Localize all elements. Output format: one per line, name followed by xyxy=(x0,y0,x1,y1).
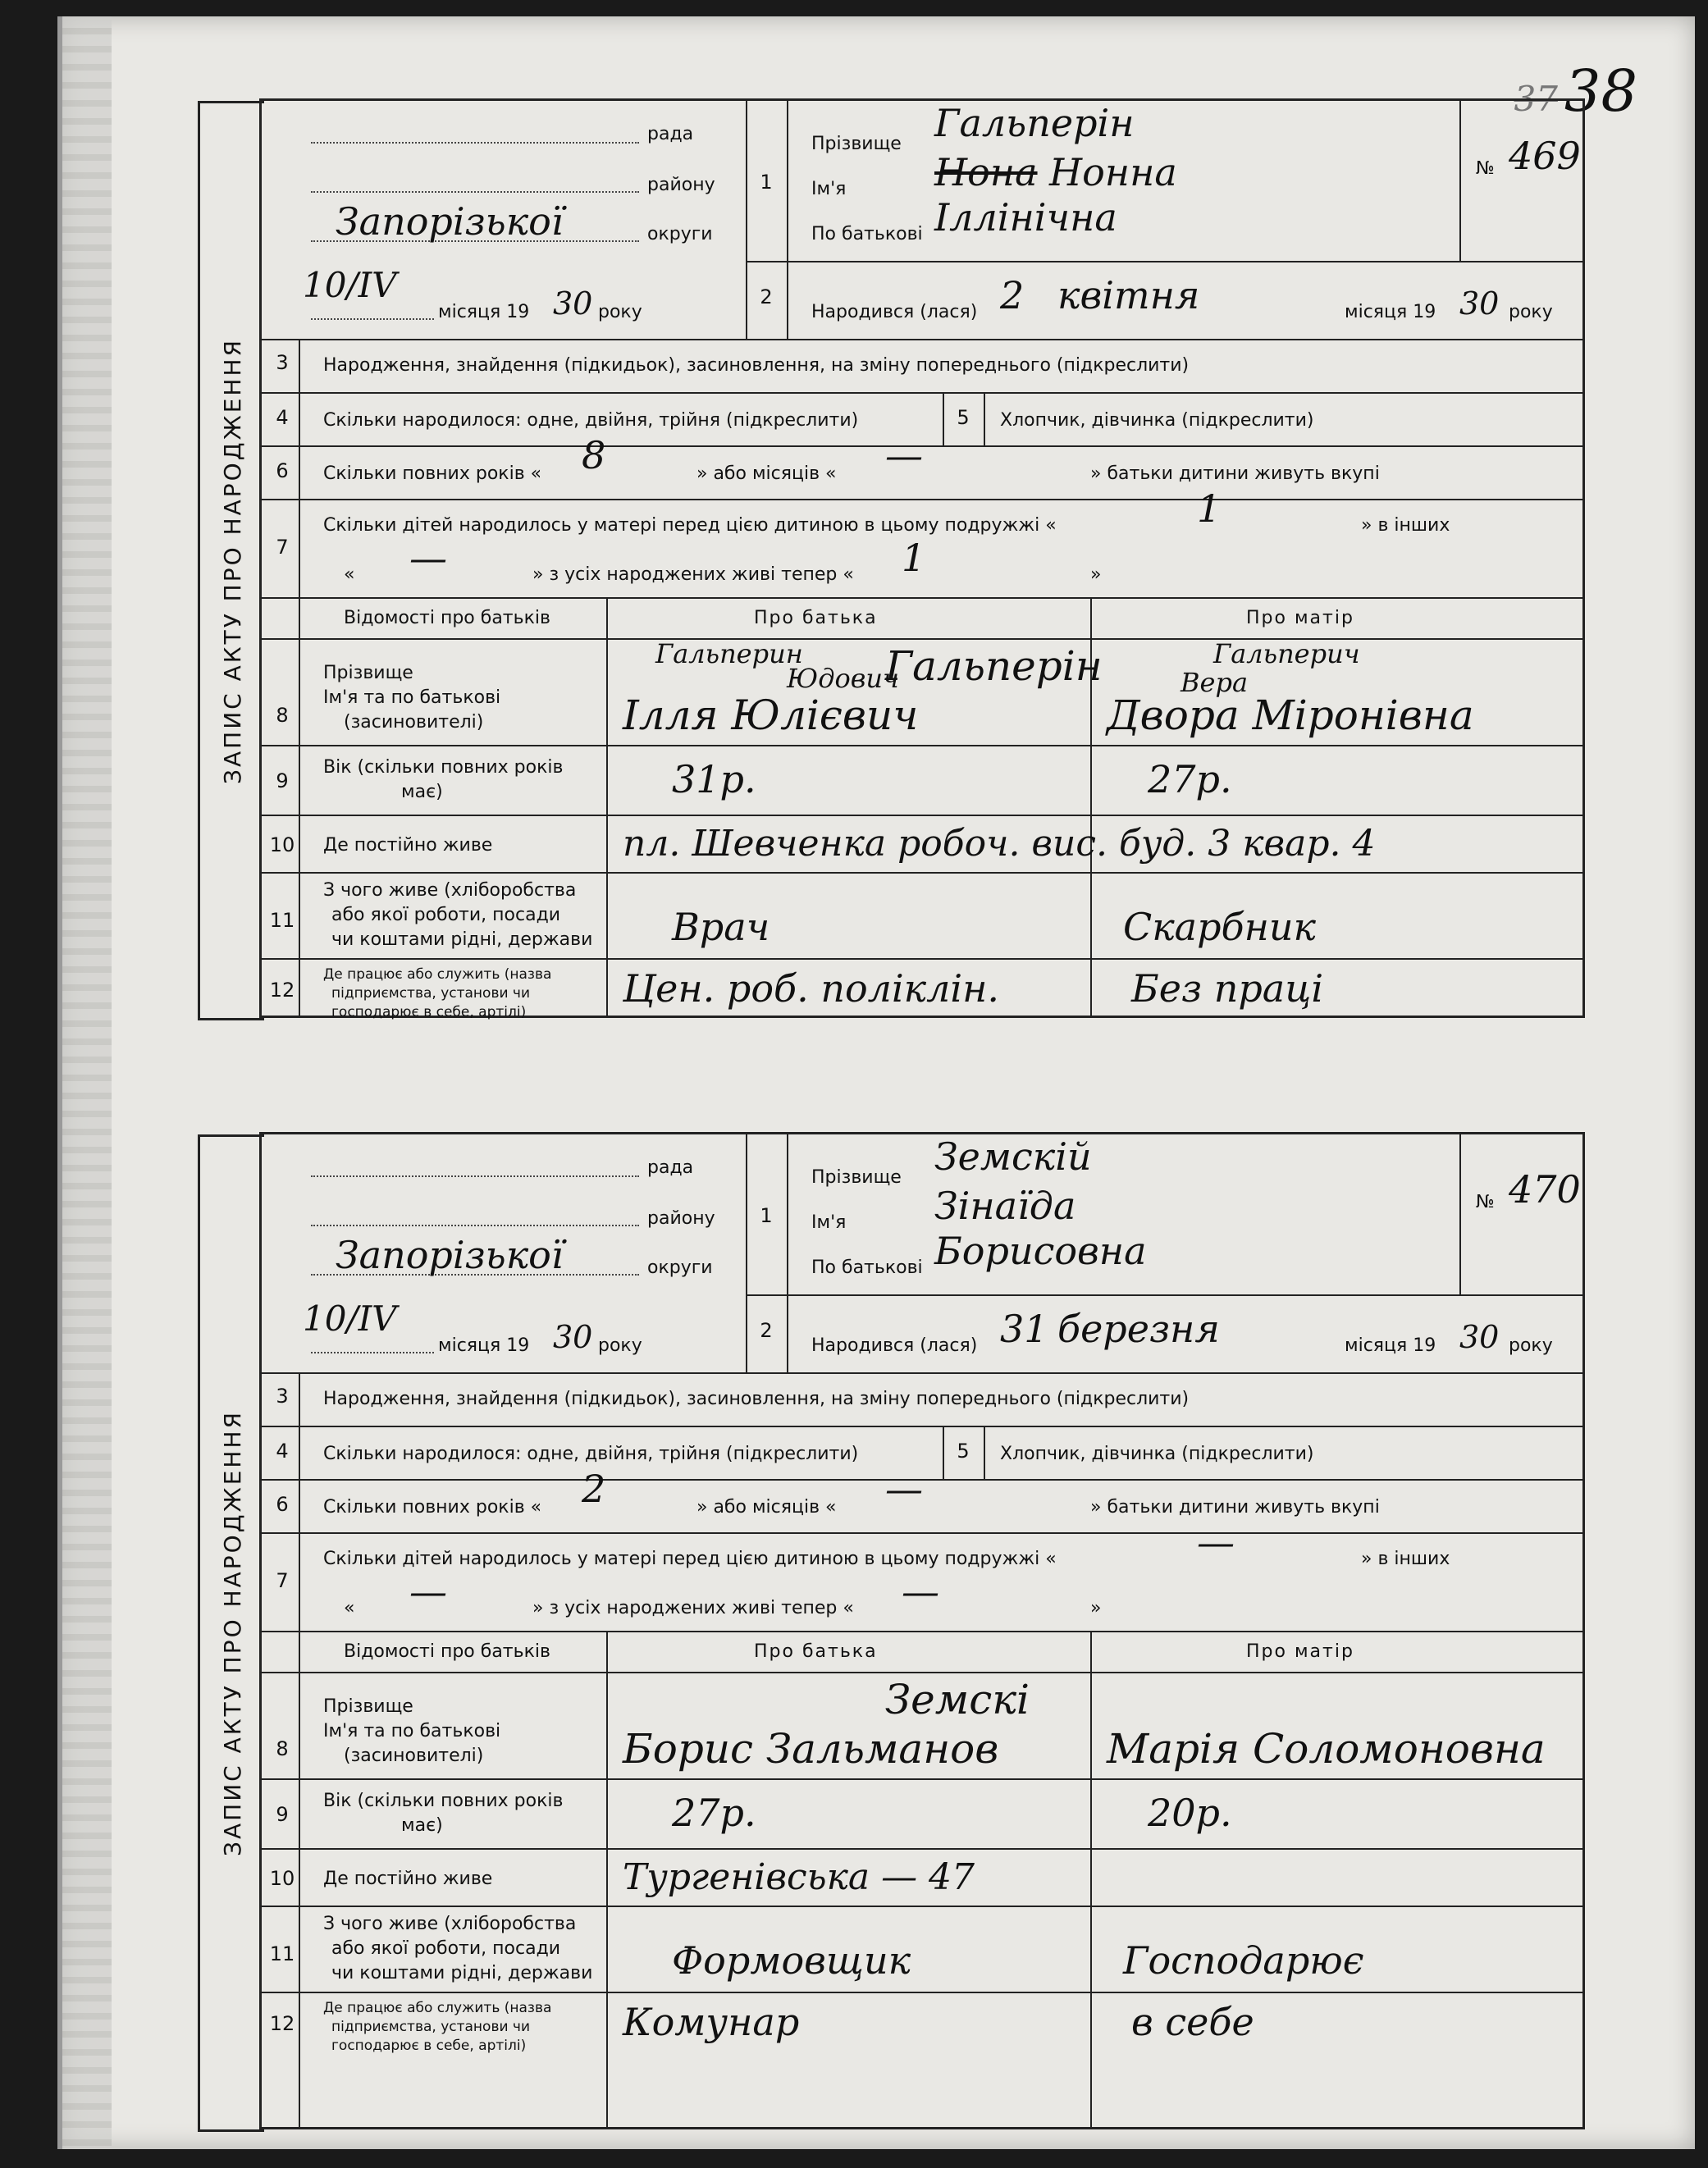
mother-name: Двора Міронівна xyxy=(1107,691,1474,739)
form-label: Ім'я xyxy=(811,179,847,199)
form-label: По батькові xyxy=(811,224,923,244)
form-label: Про батька xyxy=(754,608,878,628)
rule-line xyxy=(943,1426,944,1479)
rule-line xyxy=(311,142,639,144)
form-label: » xyxy=(1090,1598,1102,1618)
form-label: господарює в себе, артілі) xyxy=(331,1004,527,1020)
form-label: Прізвище xyxy=(811,1167,902,1188)
rule-line xyxy=(943,392,944,445)
father-age: 27р. xyxy=(672,1791,756,1835)
okrug-value: Запорізької xyxy=(336,1233,564,1277)
father-surname-note: Гальперин xyxy=(655,638,803,669)
rule-line xyxy=(262,745,1582,746)
row-number: 4 xyxy=(276,406,289,429)
form-label: року xyxy=(598,1335,642,1356)
form-label: Де працює або служить (назва xyxy=(323,2000,552,2016)
rule-line xyxy=(1090,1631,1092,2127)
row-number: 11 xyxy=(269,909,295,932)
children-this-marriage: 1 xyxy=(1197,486,1222,531)
form-label: Скільки дітей народилось у матері перед цією дитиною в цьому подружжі « xyxy=(323,1549,1057,1569)
family-surname: Земскі xyxy=(885,1676,1030,1723)
form-label: року xyxy=(1509,1335,1553,1356)
child-name: Зінаїда xyxy=(934,1184,1076,1228)
form-label: Ім'я та по батькові xyxy=(323,687,501,708)
row-number: 2 xyxy=(760,285,773,308)
form-label: підприємства, установи чи xyxy=(331,2019,531,2035)
mother-name-note: Вера xyxy=(1181,667,1249,698)
rule-line xyxy=(746,261,1582,262)
form-label: або якої роботи, посади xyxy=(331,1938,561,1959)
rule-line xyxy=(262,1992,1582,1993)
binding-spine xyxy=(62,16,112,2149)
form-label: Де працює або служить (назва xyxy=(323,966,552,983)
form-label: Про матір xyxy=(1246,608,1354,628)
mother-surname-note: Гальперич xyxy=(1213,638,1360,669)
document-page xyxy=(57,16,1695,2149)
form-label: чи коштами рідні, держави xyxy=(331,1963,593,1983)
row-number: 5 xyxy=(957,1440,970,1463)
mother-workplace: Без праці xyxy=(1131,966,1324,1011)
child-name: Нонна xyxy=(1049,150,1177,194)
mother-workplace: в себе xyxy=(1131,2000,1254,2044)
record-number: 469 xyxy=(1509,134,1581,178)
form-label: « xyxy=(344,564,355,585)
parents-address: Тургенівська — 47 xyxy=(623,1856,975,1898)
years-together: 2 xyxy=(582,1467,606,1511)
form-label: місяця 19 xyxy=(1345,302,1436,322)
rule-line xyxy=(746,1294,1582,1296)
row-number: 6 xyxy=(276,1493,289,1516)
rule-line xyxy=(311,1225,639,1226)
form-label: Про батька xyxy=(754,1641,878,1662)
father-occupation: Формовщик xyxy=(672,1938,911,1983)
birth-record-469 xyxy=(218,98,1585,1020)
form-label: округи xyxy=(647,1257,713,1278)
child-surname: Земскій xyxy=(934,1134,1092,1179)
form-label: або якої роботи, посади xyxy=(331,905,561,925)
form-label: Прізвище xyxy=(323,663,413,683)
record-number: 470 xyxy=(1509,1167,1581,1212)
rule-line xyxy=(262,1848,1582,1850)
row-number: 7 xyxy=(276,536,289,559)
form-label: Скільки дітей народилось у матері перед цією дитиною в цьому подружжі « xyxy=(323,515,1057,536)
months-together: — xyxy=(885,1467,923,1511)
form-label: Прізвище xyxy=(811,134,902,154)
rule-line xyxy=(299,1372,300,2127)
form-label: підприємства, установи чи xyxy=(331,985,531,1002)
parents-address: пл. Шевченка робоч. вис. буд. 3 квар. 4 xyxy=(623,823,1376,865)
form-label: Вік (скільки повних років xyxy=(323,757,564,778)
father-workplace: Цен. роб. поліклін. xyxy=(623,966,1000,1011)
form-label: чи коштами рідні, держави xyxy=(331,929,593,950)
father-name: Ілля Юлієвич xyxy=(623,691,919,739)
rule-line xyxy=(606,1631,608,2127)
row-number: 8 xyxy=(276,1737,289,1760)
form-label: рада xyxy=(647,124,694,144)
current-page-number: 38 xyxy=(1564,57,1637,125)
old-page-number: 37 xyxy=(1514,79,1558,119)
form-label: » з усіх народжених живі тепер « xyxy=(532,564,854,585)
form-label: » батьки дитини живуть вкупі xyxy=(1090,463,1380,484)
form-label: » батьки дитини живуть вкупі xyxy=(1090,1497,1380,1518)
form-label: місяця 19 xyxy=(1345,1335,1436,1356)
father-age: 31р. xyxy=(672,757,756,801)
row-number: 9 xyxy=(276,1803,289,1826)
birth-month: квітня xyxy=(1057,273,1200,317)
rule-line xyxy=(262,1672,1582,1673)
mother-name: Марія Соломоновна xyxy=(1107,1725,1546,1773)
row-number: 10 xyxy=(269,833,295,856)
father-name: Борис Зальманов xyxy=(623,1725,999,1773)
form-label: району xyxy=(647,1208,715,1229)
form-label: ЗАПИС АКТУ ПРО НАРОДЖЕННЯ xyxy=(218,337,246,784)
child-name-struck: Нона xyxy=(934,150,1038,194)
years-together: 8 xyxy=(582,433,606,477)
form-label: № xyxy=(1476,158,1495,179)
rule-line xyxy=(262,1372,1582,1374)
children-alive: — xyxy=(902,1569,939,1613)
form-label: З чого живе (хліборобства xyxy=(323,880,577,901)
birth-year: 30 xyxy=(1459,1319,1500,1355)
rule-line xyxy=(262,958,1582,960)
rule-line xyxy=(262,872,1582,874)
rule-line xyxy=(606,597,608,1016)
form-label: » xyxy=(1090,564,1102,585)
rule-line xyxy=(262,392,1582,394)
form-label: » з усіх народжених живі тепер « xyxy=(532,1598,854,1618)
form-label: Про матір xyxy=(1246,1641,1354,1662)
form-label: Ім'я та по батькові xyxy=(323,1721,501,1741)
form-label: Ім'я xyxy=(811,1212,847,1233)
row-number: 10 xyxy=(269,1867,295,1890)
row-number: 6 xyxy=(276,459,289,482)
form-label: місяця 19 xyxy=(438,1335,530,1356)
rule-line xyxy=(262,597,1582,599)
form-label: округи xyxy=(647,224,713,244)
rule-line xyxy=(311,1352,434,1353)
row-number: 9 xyxy=(276,769,289,792)
form-label: має) xyxy=(401,1815,443,1836)
registration-date: 10/IV xyxy=(303,265,397,305)
form-label: Скільки повних років « xyxy=(323,463,542,484)
rule-line xyxy=(311,1175,639,1177)
rule-line xyxy=(262,638,1582,640)
form-label: господарює в себе, артілі) xyxy=(331,2038,527,2054)
rule-line xyxy=(984,1426,985,1479)
form-label: Скільки народилося: одне, двійня, трійня (підкреслити) xyxy=(323,410,859,431)
children-alive: 1 xyxy=(902,536,926,580)
registration-date: 10/IV xyxy=(303,1299,397,1339)
okrug-value: Запорізької xyxy=(336,199,564,244)
mother-occupation: Господарює xyxy=(1123,1938,1364,1983)
form-label: Прізвище xyxy=(323,1696,413,1717)
rule-line xyxy=(262,499,1582,500)
child-surname: Гальперін xyxy=(934,101,1135,145)
mother-occupation: Скарбник xyxy=(1123,905,1317,949)
mother-age: 20р. xyxy=(1148,1791,1232,1835)
form-label: року xyxy=(1509,302,1553,322)
row-number: 3 xyxy=(276,1385,289,1408)
form-label: Хлопчик, дівчинка (підкреслити) xyxy=(1000,1444,1314,1464)
father-name-note: Юдович xyxy=(787,663,899,694)
registration-year: 30 xyxy=(553,285,593,322)
form-label: рада xyxy=(647,1157,694,1178)
rule-line xyxy=(262,815,1582,816)
form-label: Відомості про батьків xyxy=(344,1641,550,1662)
form-label: » або місяців « xyxy=(696,463,837,484)
row-number: 11 xyxy=(269,1942,295,1965)
row-number: 3 xyxy=(276,351,289,374)
row-number: 7 xyxy=(276,1569,289,1592)
row-number: 12 xyxy=(269,979,295,1002)
birth-record-470 xyxy=(218,1132,1585,2129)
record-sidebar-title xyxy=(198,1134,264,2132)
father-workplace: Комунар xyxy=(623,2000,800,2044)
form-label: (засиновителі) xyxy=(344,712,484,733)
family-surname: Гальперін xyxy=(885,642,1103,690)
mother-age: 27р. xyxy=(1148,757,1232,801)
form-label: З чого живе (хліборобства xyxy=(323,1914,577,1934)
birth-day: 31 xyxy=(1000,1307,1048,1351)
form-label: Де постійно живе xyxy=(323,835,493,856)
form-label: Народження, знайдення (підкидьок), засиновлення, на зміну попереднього (підкреслити) xyxy=(323,1389,1190,1409)
rule-line xyxy=(787,101,788,339)
child-patronymic: Борисовна xyxy=(934,1229,1147,1273)
form-label: Народився (лася) xyxy=(811,302,978,322)
rule-line xyxy=(262,1532,1582,1534)
form-label: № xyxy=(1476,1192,1495,1212)
form-label: » або місяців « xyxy=(696,1497,837,1518)
form-label: Народився (лася) xyxy=(811,1335,978,1356)
form-label: ЗАПИС АКТУ ПРО НАРОДЖЕННЯ xyxy=(218,1410,246,1856)
rule-line xyxy=(311,318,434,320)
birth-month: березня xyxy=(1057,1307,1220,1351)
months-together: — xyxy=(885,433,923,477)
rule-line xyxy=(262,1426,1582,1427)
children-this-marriage: — xyxy=(1197,1520,1235,1564)
rule-line xyxy=(262,1778,1582,1780)
rule-line xyxy=(1459,1134,1461,1294)
form-label: Відомості про батьків xyxy=(344,608,550,628)
form-label: « xyxy=(344,1598,355,1618)
form-label: » в інших xyxy=(1361,1549,1450,1569)
children-other-marriage: — xyxy=(409,536,447,580)
row-number: 1 xyxy=(760,1204,773,1227)
rule-line xyxy=(746,1134,747,1372)
form-label: району xyxy=(647,175,715,195)
rule-line xyxy=(984,392,985,445)
form-label: Скільки повних років « xyxy=(323,1497,542,1518)
form-label: По батькові xyxy=(811,1257,923,1278)
record-sidebar-title xyxy=(198,101,264,1020)
birth-year: 30 xyxy=(1459,285,1500,322)
rule-line xyxy=(299,339,300,1016)
form-label: Вік (скільки повних років xyxy=(323,1791,564,1811)
birth-day: 2 xyxy=(1000,273,1025,317)
row-number: 1 xyxy=(760,171,773,194)
rule-line xyxy=(262,1906,1582,1907)
form-label: року xyxy=(598,302,642,322)
form-label: » в інших xyxy=(1361,515,1450,536)
form-label: місяця 19 xyxy=(438,302,530,322)
child-patronymic: Іллінічна xyxy=(934,195,1117,240)
form-label: Де постійно живе xyxy=(323,1869,493,1889)
form-label: (засиновителі) xyxy=(344,1746,484,1766)
row-number: 4 xyxy=(276,1440,289,1463)
rule-line xyxy=(787,1134,788,1372)
row-number: 2 xyxy=(760,1319,773,1342)
father-occupation: Врач xyxy=(672,905,770,949)
form-label: Хлопчик, дівчинка (підкреслити) xyxy=(1000,410,1314,431)
row-number: 8 xyxy=(276,704,289,727)
rule-line xyxy=(311,191,639,193)
rule-line xyxy=(262,1631,1582,1632)
form-label: має) xyxy=(401,782,443,802)
form-label: Скільки народилося: одне, двійня, трійня (підкреслити) xyxy=(323,1444,859,1464)
form-label: Народження, знайдення (підкидьок), засиновлення, на зміну попереднього (підкреслити) xyxy=(323,355,1190,376)
row-number: 5 xyxy=(957,406,970,429)
registration-year: 30 xyxy=(553,1319,593,1355)
rule-line xyxy=(1459,101,1461,261)
rule-line xyxy=(746,101,747,339)
rule-line xyxy=(262,339,1582,340)
row-number: 12 xyxy=(269,2012,295,2035)
children-other-marriage: — xyxy=(409,1569,447,1613)
